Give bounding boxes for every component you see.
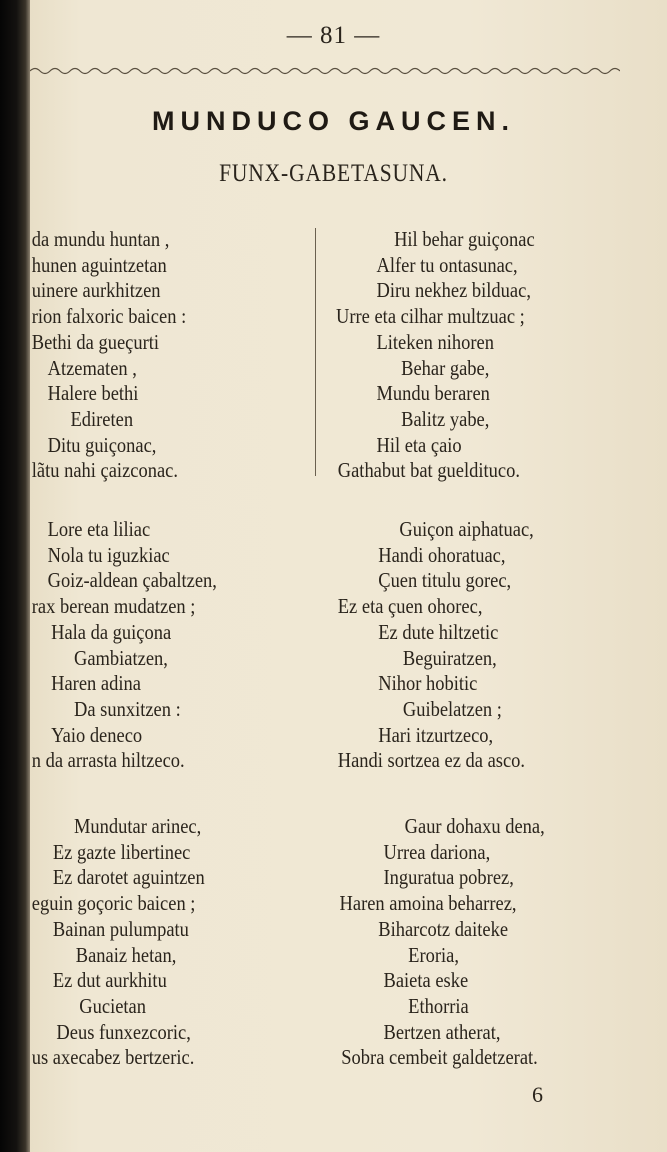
verse-line: Balitz yabe, [401, 406, 490, 431]
verse-line: n da arrasta hiltzeco. [31, 748, 185, 773]
right-stanza-1 [336, 227, 562, 484]
verse-line: Urre eta cilhar multzuac ; [336, 304, 525, 329]
verse-line: rax berean mudatzen ; [31, 594, 196, 619]
verse-line: Sobra cembeit galdetzerat. [341, 1045, 538, 1070]
verse-line: Haren amoina beharrez, [339, 891, 517, 916]
verse-line: Bertzen atherat, [383, 1019, 501, 1044]
verse-line: Inguratua pobrez, [383, 865, 514, 890]
verse-line: Gathabut bat gueldituco. [337, 458, 520, 483]
verse-line: Handi ohoratuac, [378, 542, 506, 567]
verse-line: Ditu guiçonac, [47, 432, 157, 457]
right-stanza-3 [336, 814, 573, 1071]
left-stanza-3 [30, 814, 229, 1071]
verse-line: Beguiratzen, [402, 645, 497, 670]
verse-line: Hil behar guiçonac [394, 227, 535, 251]
column-divider [315, 228, 316, 476]
verse-line: Goiz-aldean çabaltzen, [47, 568, 217, 593]
verse-line: da mundu huntan , [31, 227, 170, 251]
verse-line: Bainan pulumpatu [52, 916, 189, 941]
verse-line: Alfer tu ontasunac, [376, 252, 518, 277]
verse-line: eguin goçoric baicen ; [31, 891, 196, 916]
verse-line: Ez eta çuen ohorec, [337, 594, 483, 619]
verse-line: Deus funxezcoric, [56, 1019, 191, 1044]
book-spine [0, 0, 30, 1152]
verse-line: Ez dut aurkhitu [52, 968, 167, 993]
verse-line: Haren adina [51, 671, 141, 696]
verse-line: Çuen titulu gorec, [378, 568, 512, 593]
verse-line: Gucietan [79, 993, 146, 1018]
ornamental-rule [30, 66, 620, 76]
left-stanza-2 [30, 517, 242, 774]
verse-line: Ez gazte libertinec [52, 839, 191, 864]
verse-line: Bethi da gueçurti [31, 329, 160, 354]
verse-line: Diru nekhez bilduac, [376, 278, 531, 303]
verse-line: Liteken nihoren [376, 329, 495, 354]
verse-line: Ez dute hiltzetic [378, 619, 499, 644]
verse-line: Atzematen , [47, 355, 137, 380]
verse-line: Lore eta liliac [47, 517, 151, 541]
verse-line: Nola tu iguzkiac [47, 542, 170, 567]
verse-line: uinere aurkhitzen [31, 278, 161, 303]
poem-subtitle: FUNX-GABETASUNA. [219, 160, 448, 187]
verse-line: Behar gabe, [401, 355, 490, 380]
verse-line: Guibelatzen ; [402, 696, 502, 721]
verse-line: Guiçon aiphatuac, [399, 517, 534, 541]
verse-line: hunen aguintzetan [31, 252, 167, 277]
verse-line: Eroria, [408, 942, 459, 967]
verse-line: Halere bethi [47, 381, 139, 406]
verse-line: Baieta eske [383, 968, 469, 993]
verse-line: Ez darotet aguintzen [52, 865, 205, 890]
verse-line: lãtu nahi çaizconac. [31, 458, 178, 483]
verse-line: Gaur dohaxu dena, [404, 814, 545, 838]
verse-line: Urrea dariona, [383, 839, 491, 864]
verse-line: Mundu beraren [376, 381, 490, 406]
verse-line: Ethorria [408, 993, 469, 1018]
verse-line: Handi sortzea ez da asco. [337, 748, 526, 773]
verse-line: Biharcotz daiteke [378, 916, 509, 941]
verse-line: Da sunxitzen : [74, 696, 181, 721]
verse-line: Yaio deneco [51, 722, 143, 747]
page-number: — 81 — [286, 22, 381, 49]
signature-mark: 6 [532, 1082, 543, 1107]
poem-title: MUNDUCO GAUCEN. [152, 106, 515, 136]
left-stanza-1 [30, 227, 208, 484]
verse-line: Edireten [70, 406, 134, 431]
verse-line: Mundutar arinec, [74, 814, 202, 838]
verse-line: us axecabez bertzeric. [31, 1045, 195, 1070]
verse-line: Hari itzurtzeco, [378, 722, 494, 747]
right-stanza-2 [336, 517, 561, 774]
verse-line: Nihor hobitic [378, 671, 478, 696]
verse-line: Banaiz hetan, [75, 942, 177, 967]
verse-line: rion falxoric baicen : [31, 304, 187, 329]
verse-line: Hil eta çaio [376, 432, 462, 457]
verse-line: Gambiatzen, [74, 645, 168, 670]
verse-line: Hala da guiçona [51, 619, 172, 644]
